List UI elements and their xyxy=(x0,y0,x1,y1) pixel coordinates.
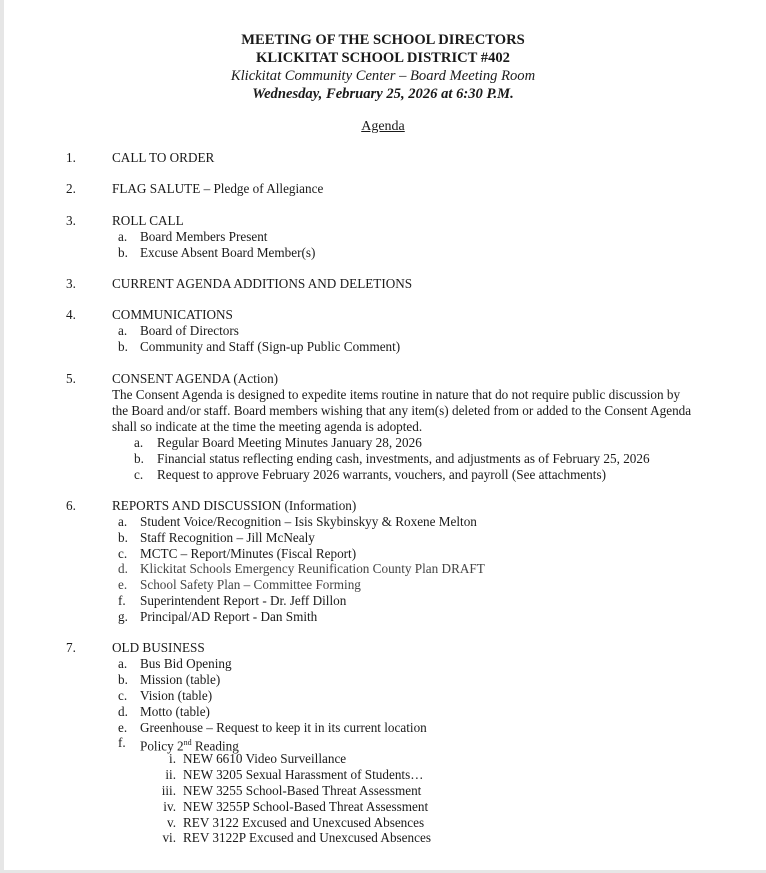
sub-item: Excuse Absent Board Member(s) xyxy=(140,245,316,260)
sub-letter: d. xyxy=(118,704,128,719)
sub-letter: b. xyxy=(134,451,144,466)
sub-item: Vision (table) xyxy=(140,688,213,703)
policy-item: NEW 6610 Video Surveillance xyxy=(183,751,347,766)
meeting-title: MEETING OF THE SCHOOL DIRECTORS xyxy=(241,32,525,48)
sub-item-policy-reading: Policy 2nd Reading xyxy=(140,738,239,754)
sub-item: Klickitat Schools Emergency Reunification County Plan DRAFT xyxy=(140,561,485,576)
sub-letter: b. xyxy=(118,245,128,260)
consent-description: the Board and/or staff. Board members wishing that any item(s) deleted from or added to the Consent Agenda xyxy=(112,403,692,418)
sub-letter: c. xyxy=(134,467,144,482)
sub-letter: a. xyxy=(118,323,128,338)
sub-letter: c. xyxy=(118,546,128,561)
sub-letter: a. xyxy=(118,229,128,244)
sub-item: Board Members Present xyxy=(140,229,268,244)
sub-item: Board of Directors xyxy=(140,323,239,338)
sub-letter: b. xyxy=(118,339,128,354)
policy-item: REV 3122 Excused and Unexcused Absences xyxy=(183,815,425,830)
item-reports-discussion: REPORTS AND DISCUSSION (Information) xyxy=(112,498,357,513)
sub-letter: g. xyxy=(118,609,128,624)
sub-item: Financial status reflecting ending cash, investments, and adjustments as of February 25, 2026 xyxy=(157,451,650,466)
sub-letter: c. xyxy=(118,688,128,703)
policy-item: NEW 3255P School-Based Threat Assessment xyxy=(183,799,429,814)
policy-item: NEW 3205 Sexual Harassment of Students… xyxy=(183,767,424,782)
sub-letter: a. xyxy=(134,435,144,450)
roman-numeral: vi. xyxy=(162,830,176,845)
roman-numeral: ii. xyxy=(165,767,176,782)
item-roll-call: ROLL CALL xyxy=(112,213,184,228)
sub-item: Staff Recognition – Jill McNealy xyxy=(140,530,315,545)
roman-numeral: i. xyxy=(169,751,176,766)
roman-numeral: iv. xyxy=(163,799,176,814)
roman-numeral: iii. xyxy=(161,783,176,798)
meeting-location: Klickitat Community Center – Board Meeting Room xyxy=(230,68,536,84)
sub-item: Motto (table) xyxy=(140,704,210,719)
item-call-to-order: CALL TO ORDER xyxy=(112,150,215,165)
item-flag-salute: FLAG SALUTE – Pledge of Allegiance xyxy=(112,181,324,196)
item-number: 1. xyxy=(66,150,76,165)
sub-item: School Safety Plan – Committee Forming xyxy=(140,577,361,592)
item-agenda-additions: CURRENT AGENDA ADDITIONS AND DELETIONS xyxy=(112,276,413,291)
item-consent-agenda: CONSENT AGENDA (Action) xyxy=(112,371,279,386)
sub-item: Bus Bid Opening xyxy=(140,656,232,671)
policy-item: REV 3122P Excused and Unexcused Absences xyxy=(183,830,431,845)
sub-item: Mission (table) xyxy=(140,672,221,687)
policy-item: NEW 3255 School-Based Threat Assessment xyxy=(183,783,422,798)
sub-item: Principal/AD Report - Dan Smith xyxy=(140,609,318,624)
item-number: 5. xyxy=(66,371,76,386)
item-number: 3. xyxy=(66,213,76,228)
consent-description: The Consent Agenda is designed to expedite items routine in nature that do not require public discussion by xyxy=(112,387,681,402)
sub-letter: e. xyxy=(118,577,128,592)
item-number: 4. xyxy=(66,307,76,322)
sub-letter: e. xyxy=(118,720,128,735)
sub-item: MCTC – Report/Minutes (Fiscal Report) xyxy=(140,546,357,561)
sub-letter: a. xyxy=(118,514,128,529)
roman-numeral: v. xyxy=(166,815,176,830)
sub-letter: d. xyxy=(118,561,128,576)
meeting-datetime: Wednesday, February 25, 2026 at 6:30 P.M. xyxy=(252,86,514,102)
consent-description: shall so indicate at the time the meeting agenda is adopted. xyxy=(112,419,423,434)
sub-item: Superintendent Report - Dr. Jeff Dillon xyxy=(140,593,347,608)
sub-letter: b. xyxy=(118,530,128,545)
sub-letter: f. xyxy=(118,735,126,750)
sub-letter: a. xyxy=(118,656,128,671)
item-old-business: OLD BUSINESS xyxy=(112,640,205,655)
sub-item: Community and Staff (Sign-up Public Comment) xyxy=(140,339,401,354)
item-number: 3. xyxy=(66,276,76,291)
item-number: 7. xyxy=(66,640,76,655)
sub-item: Request to approve February 2026 warrants, vouchers, and payroll (See attachments) xyxy=(157,467,606,482)
item-communications: COMMUNICATIONS xyxy=(112,307,233,322)
sub-letter: f. xyxy=(118,593,126,608)
item-number: 2. xyxy=(66,181,76,196)
sub-letter: b. xyxy=(118,672,128,687)
sub-item: Student Voice/Recognition – Isis Skybinskyy & Roxene Melton xyxy=(140,514,477,529)
district-name: KLICKITAT SCHOOL DISTRICT #402 xyxy=(256,50,510,66)
sub-item: Regular Board Meeting Minutes January 28, 2026 xyxy=(157,435,422,450)
sub-item: Greenhouse – Request to keep it in its current location xyxy=(140,720,427,735)
agenda-heading: Agenda xyxy=(361,119,405,134)
item-number: 6. xyxy=(66,498,76,513)
